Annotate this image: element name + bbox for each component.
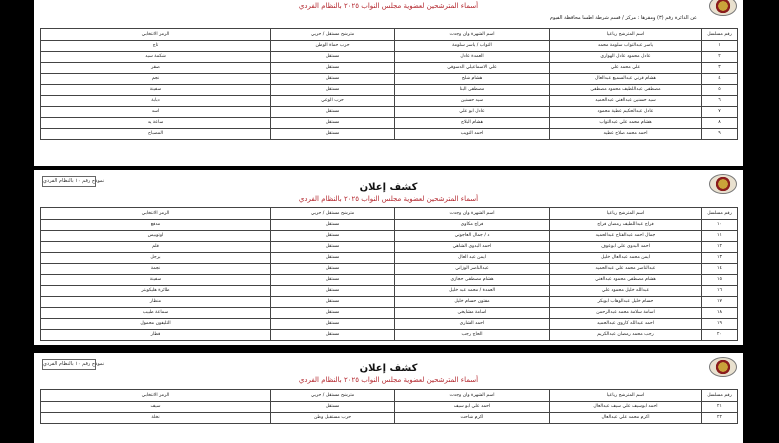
cell-name: هشام قرني عبدالسميع عبدالعال bbox=[550, 74, 702, 85]
cell-name: اسامة سلامة محمد عبدالرحمن bbox=[550, 308, 702, 319]
page-subtitle: أسماء المترشحين لعضوية مجلس النواب ٢٠٢٥ بالنظام الفردي bbox=[298, 2, 479, 10]
candidates-table bbox=[40, 28, 738, 140]
cell-candidate-type: مستقل bbox=[271, 297, 395, 308]
cell-symbol: اوتوبيس bbox=[41, 231, 271, 242]
cell-symbol: التليفون محمول bbox=[41, 319, 271, 330]
cell-no: ١١ bbox=[702, 231, 738, 242]
cell-candidate-type: مستقل bbox=[271, 242, 395, 253]
header-popular-name: اسم الشهرة وان وجدت bbox=[395, 390, 550, 402]
cell-symbol: قطار bbox=[41, 330, 271, 341]
cell-no: ١٠ bbox=[702, 220, 738, 231]
cell-no: ٨ bbox=[702, 118, 738, 129]
header-symbol: الرمز الانتخابي bbox=[41, 29, 271, 41]
page-subtitle: أسماء المترشحين لعضوية مجلس النواب ٢٠٢٥ بالنظام الفردي bbox=[298, 195, 479, 203]
cell-popular-name: عبدالناصر الوزاني bbox=[395, 264, 550, 275]
cell-no: ٤ bbox=[702, 74, 738, 85]
cell-name: عادل عبدالحكيم عطية محمود bbox=[550, 107, 702, 118]
cell-name: حسام خليل عبدالوهاب ابوبكر bbox=[550, 297, 702, 308]
cell-name: علي محمد علي bbox=[550, 63, 702, 74]
cell-name: هشام مصطفى محمود عبدالغني bbox=[550, 275, 702, 286]
table-row bbox=[41, 330, 738, 341]
cell-popular-name: د / جمال العاجوني bbox=[395, 231, 550, 242]
cell-candidate-type: مستقل bbox=[271, 74, 395, 85]
table-row bbox=[41, 41, 738, 52]
table-row bbox=[41, 74, 738, 85]
cell-candidate-type: حزب مستقبل وطن bbox=[271, 413, 395, 424]
table-row bbox=[41, 253, 738, 264]
cell-no: ٩ bbox=[702, 129, 738, 140]
form-number-stamp: نموذج رقم ١٠ بالنظام الفردي bbox=[42, 359, 96, 370]
header-name: اسم المترشح رباعيا bbox=[550, 390, 702, 402]
table-row bbox=[41, 275, 738, 286]
cell-candidate-type: مستقل bbox=[271, 63, 395, 74]
cell-popular-name: احمد البدوي الشاهي bbox=[395, 242, 550, 253]
cell-no: ٢٠ bbox=[702, 330, 738, 341]
cell-popular-name: اسامة مشايخى bbox=[395, 308, 550, 319]
page-title: كشف إعلان bbox=[359, 363, 418, 374]
cell-no: ١٥ bbox=[702, 275, 738, 286]
cell-popular-name: هشام شلح bbox=[395, 74, 550, 85]
document-page-3 bbox=[34, 353, 743, 443]
cell-popular-name: احمد الشاري bbox=[395, 319, 550, 330]
cell-name: سيد حسنين عبدالغني عبدالحميد bbox=[550, 96, 702, 107]
cell-popular-name: العمدة / محمد عبد خليل bbox=[395, 286, 550, 297]
cell-no: ٧ bbox=[702, 107, 738, 118]
table-row bbox=[41, 297, 738, 308]
cell-name: احمد ابوسيف علي سيف عبدالعال bbox=[550, 402, 702, 413]
cell-name: فراج عبداللطيف رمضان فراج bbox=[550, 220, 702, 231]
page-subtitle: أسماء المترشحين لعضوية مجلس النواب ٢٠٢٥ بالنظام الفردي bbox=[298, 376, 479, 384]
cell-symbol: المصباح bbox=[41, 129, 271, 140]
cell-name: ياسر عبدالتواب سلومة محمد bbox=[550, 41, 702, 52]
cell-candidate-type: مستقل bbox=[271, 402, 395, 413]
header-candidate-type: مترشح مستقل / حزبي bbox=[271, 29, 395, 41]
cell-candidate-type: مستقل bbox=[271, 52, 395, 63]
cell-popular-name: التواب / ياسر سلومة bbox=[395, 41, 550, 52]
cell-candidate-type: مستقل bbox=[271, 330, 395, 341]
cell-popular-name: هشام مصطفى حجازي bbox=[395, 275, 550, 286]
cell-symbol: نجمة bbox=[41, 264, 271, 275]
table-row bbox=[41, 319, 738, 330]
cell-name: احمد محمد صلاح عطيه bbox=[550, 129, 702, 140]
cell-popular-name: سيد حسنين bbox=[395, 96, 550, 107]
cell-popular-name: مصطفى البنا bbox=[395, 85, 550, 96]
table-row bbox=[41, 85, 738, 96]
cell-symbol: نجم bbox=[41, 74, 271, 85]
header-popular-name: اسم الشهرة وان وجدت bbox=[395, 29, 550, 41]
candidates-table bbox=[40, 389, 738, 424]
header-no: رقم مسلسل bbox=[702, 390, 738, 402]
cell-symbol: ساعة يد bbox=[41, 118, 271, 129]
cell-name: هشام محمد علي عبدالتواب bbox=[550, 118, 702, 129]
cell-popular-name: اكرم شاحت bbox=[395, 413, 550, 424]
cell-no: ٥ bbox=[702, 85, 738, 96]
cell-name: عبدالناصر محمد علي عبدالحميد bbox=[550, 264, 702, 275]
table-row bbox=[41, 63, 738, 74]
cell-name: ايمن محمد عبدالعال خليل bbox=[550, 253, 702, 264]
cell-popular-name: احمد علي ابو سيف bbox=[395, 402, 550, 413]
cell-name: عبدالله خليل محمود علي bbox=[550, 286, 702, 297]
cell-symbol: اسد bbox=[41, 107, 271, 118]
header-popular-name: اسم الشهرة وان وجدت bbox=[395, 208, 550, 220]
header-candidate-type: مترشح مستقل / حزبي bbox=[271, 390, 395, 402]
document-page-2 bbox=[34, 170, 743, 345]
cell-no: ١٨ bbox=[702, 308, 738, 319]
cell-popular-name: عادل ابو علي bbox=[395, 107, 550, 118]
cell-no: ١٢ bbox=[702, 242, 738, 253]
cell-candidate-type: مستقل bbox=[271, 253, 395, 264]
cell-symbol: سيف bbox=[41, 402, 271, 413]
cell-no: ١٧ bbox=[702, 297, 738, 308]
cell-symbol: تاج bbox=[41, 41, 271, 52]
table-row bbox=[41, 220, 738, 231]
cell-name: عادل محمود عادل الهوارى bbox=[550, 52, 702, 63]
cell-popular-name: العمدة عادل bbox=[395, 52, 550, 63]
cell-candidate-type: حزب الوعي bbox=[271, 96, 395, 107]
table-row bbox=[41, 52, 738, 63]
candidates-table bbox=[40, 207, 738, 341]
header-symbol: الرمز الانتخابي bbox=[41, 390, 271, 402]
table-row bbox=[41, 286, 738, 297]
cell-candidate-type: مستقل bbox=[271, 85, 395, 96]
cell-symbol: سفينة bbox=[41, 85, 271, 96]
document-page-1 bbox=[34, 0, 743, 166]
cell-symbol: طائرة هليكوبتر bbox=[41, 286, 271, 297]
cell-candidate-type: مستقل bbox=[271, 129, 395, 140]
header-candidate-type: مترشح مستقل / حزبي bbox=[271, 208, 395, 220]
table-row bbox=[41, 308, 738, 319]
cell-candidate-type: مستقل bbox=[271, 264, 395, 275]
cell-candidate-type: مستقل bbox=[271, 118, 395, 129]
cell-candidate-type: مستقل bbox=[271, 107, 395, 118]
table-row bbox=[41, 413, 738, 424]
cell-candidate-type: مستقل bbox=[271, 231, 395, 242]
cell-no: ٢ bbox=[702, 52, 738, 63]
table-row bbox=[41, 231, 738, 242]
cell-candidate-type: مستقل bbox=[271, 220, 395, 231]
cell-no: ١٦ bbox=[702, 286, 738, 297]
cell-candidate-type: مستقل bbox=[271, 319, 395, 330]
cell-symbol: قلم bbox=[41, 242, 271, 253]
cell-symbol: منظار bbox=[41, 297, 271, 308]
cell-no: ٢١ bbox=[702, 402, 738, 413]
cell-symbol: صقر bbox=[41, 63, 271, 74]
cell-candidate-type: حزب حماة الوطن bbox=[271, 41, 395, 52]
cell-no: ٣ bbox=[702, 63, 738, 74]
cell-no: ٦ bbox=[702, 96, 738, 107]
table-row bbox=[41, 118, 738, 129]
cell-symbol: شكمة سيد bbox=[41, 52, 271, 63]
cell-symbol: دبابة bbox=[41, 96, 271, 107]
page-title: كشف إعلان bbox=[359, 182, 418, 193]
cell-candidate-type: مستقل bbox=[271, 308, 395, 319]
cell-popular-name: احمد التويب bbox=[395, 129, 550, 140]
cell-no: ١٩ bbox=[702, 319, 738, 330]
cell-symbol: سماعة طبيب bbox=[41, 308, 271, 319]
header-name: اسم المترشح رباعيا bbox=[550, 29, 702, 41]
cell-no: ١٤ bbox=[702, 264, 738, 275]
cell-no: ٢٢ bbox=[702, 413, 738, 424]
cell-no: ١٣ bbox=[702, 253, 738, 264]
table-row bbox=[41, 264, 738, 275]
table-header-row bbox=[41, 29, 738, 41]
table-row bbox=[41, 96, 738, 107]
cell-popular-name: الحاج رجب bbox=[395, 330, 550, 341]
header-name: اسم المترشح رباعيا bbox=[550, 208, 702, 220]
cell-name: احمد عبدالله كاروى عبدالحميد bbox=[550, 319, 702, 330]
header-symbol: الرمز الانتخابي bbox=[41, 208, 271, 220]
cell-name: اكرم محمد علي عبدالعال bbox=[550, 413, 702, 424]
cell-name: مصطفى عبداللطيف محمود مصطفى bbox=[550, 85, 702, 96]
header-no: رقم مسلسل bbox=[702, 208, 738, 220]
form-number-stamp: نموذج رقم ١٠ بالنظام الفردي bbox=[42, 176, 96, 187]
cell-name: احمد البدوي علي ابوعوف bbox=[550, 242, 702, 253]
cell-no: ١ bbox=[702, 41, 738, 52]
table-row bbox=[41, 107, 738, 118]
table-row bbox=[41, 129, 738, 140]
cell-name: رجب محمد رمضان عبدالكريم bbox=[550, 330, 702, 341]
table-row bbox=[41, 242, 738, 253]
cell-popular-name: علي الاسماعيلي الدسوقي bbox=[395, 63, 550, 74]
cell-symbol: نخلة bbox=[41, 413, 271, 424]
cell-symbol: سفينة bbox=[41, 275, 271, 286]
table-header-row bbox=[41, 208, 738, 220]
cell-popular-name: ايمن عبد العال bbox=[395, 253, 550, 264]
cell-popular-name: فراج مكاوي bbox=[395, 220, 550, 231]
district-line: عن الدائرة رقم (٣) ومقرها : مركز / قسم شرطة اطسا محافظة الفيوم bbox=[549, 15, 697, 21]
cell-name: جمال احمد عبدالفتاح عبدالحميد bbox=[550, 231, 702, 242]
cell-popular-name: هشام البلاج bbox=[395, 118, 550, 129]
cell-popular-name: مفتون حسام خليل bbox=[395, 297, 550, 308]
cell-candidate-type: مستقل bbox=[271, 286, 395, 297]
cell-symbol: برجل bbox=[41, 253, 271, 264]
table-row bbox=[41, 402, 738, 413]
cell-candidate-type: مستقل bbox=[271, 275, 395, 286]
header-no: رقم مسلسل bbox=[702, 29, 738, 41]
table-header-row bbox=[41, 390, 738, 402]
cell-symbol: مدفع bbox=[41, 220, 271, 231]
